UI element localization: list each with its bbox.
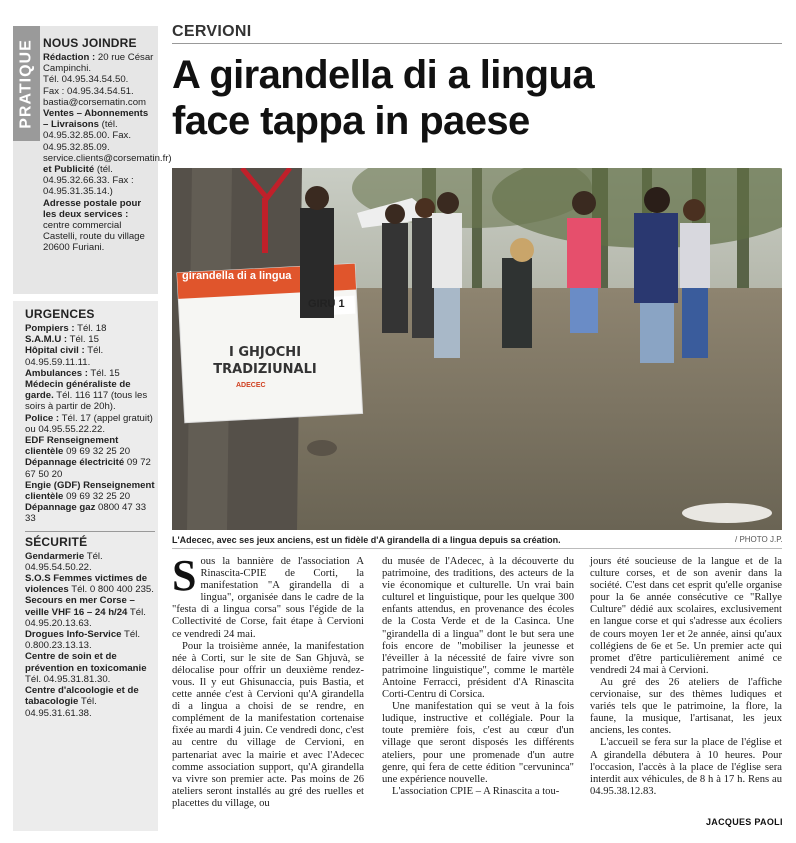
drop-cap: S [172, 551, 197, 600]
sign-main-line-1: I GHJOCHI [228, 345, 302, 360]
sidebar-entry-text: (tél. 04.95.32.85.00. Fax. 04.95.32.85.09. service.clients@corsematin.fr) [43, 119, 172, 164]
sidebar-entry-text: 0800 47 33 33 [25, 502, 147, 525]
sidebar-entry [25, 685, 155, 719]
sidebar-entry [43, 74, 156, 85]
sidebar-entry-label: Secours en mer Corse – veille VHF 16 – 24 h/24 [25, 595, 135, 618]
headline-line-1: A girandella di a lingua [172, 53, 594, 97]
sidebar-entry-label: Ambulances : [25, 367, 88, 379]
sidebar-entry-text: Tél. 15 [69, 334, 99, 346]
sidebar-entry-label: Police : [25, 412, 60, 424]
sidebar-entry-label: et Publicité [43, 164, 95, 176]
emergency-block [13, 301, 158, 831]
sidebar-entry-text: Tél. 17 (appel gratuit) ou 04.95.55.22.22. [25, 412, 153, 435]
sidebar-entry-label: Drogues Info-Service [25, 629, 122, 641]
article-paragraph: jours été soucieuse de la langue et de la culture corses, et de son avenir dans la société. C'est dans cet esprit qu'elle organise pour la 6e année consécutive ce "Rallye Culture" dédié aux scolaires, exclusivement en langue corse et qui s'adresse aux écoliers de cours moyen 1er et 2e année, ainsi qu'aux collégiens de 6e et 5e. Un premier acte qui promet d'être particulièrement animé ce vendredi 24 mai à Cervioni. [590, 556, 782, 676]
sidebar-entry-text: Tél. 04.95.31.81.30. [25, 673, 111, 685]
sidebar-entry-label: S.A.M.U : [25, 334, 68, 346]
sidebar-entry-text: Tél. 04.95.54.50.22. [25, 550, 103, 573]
article-column-1 [172, 551, 364, 810]
sidebar-entry [43, 164, 156, 198]
sidebar-entry [25, 595, 155, 629]
sidebar-entry-text: Tél. 04.95.34.54.50. [43, 74, 129, 86]
article-column-3 [590, 556, 782, 798]
sidebar-entry-label: Adresse postale pour les deux services : [43, 197, 142, 220]
article-headline [172, 52, 772, 144]
sidebar-entry-label: Ventes – Abonnements – Livraisons [43, 108, 149, 131]
sidebar-entry-text: centre commercial Castelli, route du village 20600 Furiani. [43, 220, 145, 254]
article-paragraph: du musée de l'Adecec, à la découverte du patrimoine, des traditions, des acteurs de la vie économique et culturelle. Un vrai bain culturel et linguistique, pour les quelque 300 enfants attendus, en provenance des écoles de la Costa Verde et de la Casinca. Une "girandella di a lingua" dont le but sera une fois encore de "mobiliser la jeunesse et l'éveiller à la nécessité de faire vivre son patrimoine linguistique", comme le martèle Antoine Ferracci, président d'A Rinascita Corti-Centru di Corsica. [382, 556, 574, 701]
sidebar-entry [43, 97, 156, 108]
sidebar-entry [43, 52, 156, 74]
article-paragraph: ous la bannière de l'association A Rinascita-CPIE de Corti, la manifestation "A girandella di a lingua", organisée dans le cadre de la "festa di a lingua corsa" sous l'égide de la Collectivité de Corse, fait étape à Cervioni ce vendredi 24 mai. [172, 556, 364, 640]
sidebar-entry [25, 323, 155, 334]
sidebar-entry-text: (tél. 04.95.32.66.33. Fax : 04.95.31.35.14.) [43, 164, 134, 198]
urgences-heading: URGENCES [25, 307, 95, 321]
sidebar-entry [43, 198, 156, 254]
sidebar-entry-label: Rédaction : [43, 52, 96, 63]
sign-main-text [190, 344, 340, 378]
sidebar-entry-label: EDF Renseignement clientèle [25, 435, 119, 458]
sign-main-line-2: TRADIZIUNALI [213, 362, 317, 377]
sidebar-entry-text: Tél. 04.95.31.61.38. [25, 696, 97, 719]
sidebar-entry-text: Fax : 04.95.34.54.51. [43, 85, 134, 97]
sidebar-entry-label: Gendarmerie [25, 550, 85, 562]
headline-line-2: face tappa in paese [172, 99, 530, 143]
sidebar-entry [25, 379, 155, 413]
sidebar-entry-label: Engie (GDF) Renseignement clientèle [25, 479, 155, 503]
sidebar-entry [25, 629, 155, 651]
sidebar-entry-text: Tél. 18 [77, 323, 107, 334]
sidebar-entry-text: 09 72 67 50 20 [25, 457, 151, 480]
sign-organisation: ADECEC [236, 382, 266, 389]
sidebar-entry-text: 09 69 32 25 20 [66, 446, 131, 458]
article-paragraph: Au gré des 26 ateliers de l'affiche cervionaise, sur des thèmes ludiques et variés tels que le patrimoine, la flore, la faune, la musique, l'artisanat, les jeux anciens, les contes. [590, 676, 782, 737]
sidebar-entry-label: Médecin généraliste de garde. [25, 379, 131, 402]
sidebar-entry [25, 457, 155, 479]
sidebar-entry-label: Centre de soin et de prévention en toxicomanie [25, 651, 147, 674]
sidebar-entry-text: Tél. 116 117 (tous les soirs à partir de 20h). [25, 390, 148, 413]
sidebar-entry-text: Tél. 15 [90, 367, 120, 379]
sidebar-entry [25, 651, 155, 685]
sidebar-entry [25, 551, 155, 573]
sidebar-entry [25, 480, 155, 502]
sidebar-entry [25, 345, 155, 367]
sidebar-entry-label: Dépannage électricité [25, 457, 125, 469]
sidebar-entry-text: Tél. 04.95.20.13.63. [25, 606, 146, 629]
sidebar-entry-text: Tél. 0.800.23.13.13. [25, 629, 140, 652]
article-paragraph: Pour la troisième année, la manifestation née à Corti, sur le site de San Ghjuvà, se délocalise pour offrir un deuxième rendez-vous. Il y eut Ghisunaccia, puis Bastia, et cette année c'est à Cervioni qu'A girandella di a lingua a choisi de se rendre, en complément de la manifestation cortenaise fixée au mardi 4 juin. Ce vendredi donc, c'est au centre du village de Cervioni, en partenariat avec la mairie et avec l'Adecec comme association support, qu'A girandella va vivre son premier acte. Pas moins de 26 ateliers seront installés au gré des ruelles et placettes du village, ou [172, 640, 364, 809]
photo-credit: / PHOTO J.P. [735, 535, 783, 544]
sidebar-entry [25, 435, 155, 457]
sidebar-pratique [13, 26, 172, 826]
sidebar-entry-label: S.O.S Femmes victimes de violences [25, 573, 148, 596]
rubric-divider [172, 43, 782, 44]
sidebar-entry [43, 108, 172, 164]
article-paragraph: L'accueil se fera sur la place de l'église et A girandella débutera à 10 heures. Pour l'occasion, l'accès à la place de l'église sera interdit aux véhicules, de 8 h à 17 h. Rens au 04.95.38.12.83. [590, 737, 782, 797]
sidebar-entry-text: Tél. 04.95.59.11.11. [25, 345, 104, 368]
sidebar-entry-label: Dépannage gaz [25, 502, 96, 514]
securite-heading: SÉCURITÉ [25, 534, 88, 549]
rubric-location: CERVIONI [172, 23, 252, 40]
article-author: JACQUES PAOLI [706, 817, 783, 827]
sidebar-entry-label: Hôpital civil : [25, 345, 85, 357]
sidebar-entry-text: bastia@corsematin.com [43, 96, 147, 108]
contact-heading: NOUS JOINDRE [43, 36, 137, 50]
sidebar-entry-text: 20 rue César Campinchi. [43, 52, 154, 75]
sidebar-entry [25, 413, 155, 435]
article-paragraph: Une manifestation qui se veut à la fois ludique, instructive et collégiale. Pour la toute première fois, c'est au cœur d'un village que seront disposés les différents ateliers, pour une promenade d'un autre genre, qui fera de cette édition "cervuninca" une expérience nouvelle. [382, 701, 574, 785]
photo-caption: L'Adecec, avec ses jeux anciens, est un fidèle d'A girandella di a lingua depuis sa création. [172, 535, 561, 545]
sidebar-entry-text: Tél. 0 800 400 235. [71, 584, 154, 596]
sidebar-entry-label: Centre d'alcoologie et de tabacologie [25, 685, 139, 708]
article-paragraph: L'association CPIE – A Rinascita a tou- [392, 785, 560, 797]
sidebar-entry [25, 573, 155, 595]
sign-title: girandella di a lingua [182, 270, 292, 282]
pratique-label: PRATIQUE [17, 38, 35, 129]
article-column-2 [382, 556, 574, 798]
sign-giru: GIRU 1 [308, 298, 345, 310]
caption-divider [172, 548, 782, 549]
sidebar-entry [25, 334, 155, 345]
sidebar-entry-label: Pompiers : [25, 323, 75, 334]
sidebar-entry [25, 368, 155, 379]
sidebar-entry [25, 502, 155, 524]
sidebar-entry-text: 09 69 32 25 20 [66, 491, 131, 503]
sidebar-entry [43, 86, 156, 97]
